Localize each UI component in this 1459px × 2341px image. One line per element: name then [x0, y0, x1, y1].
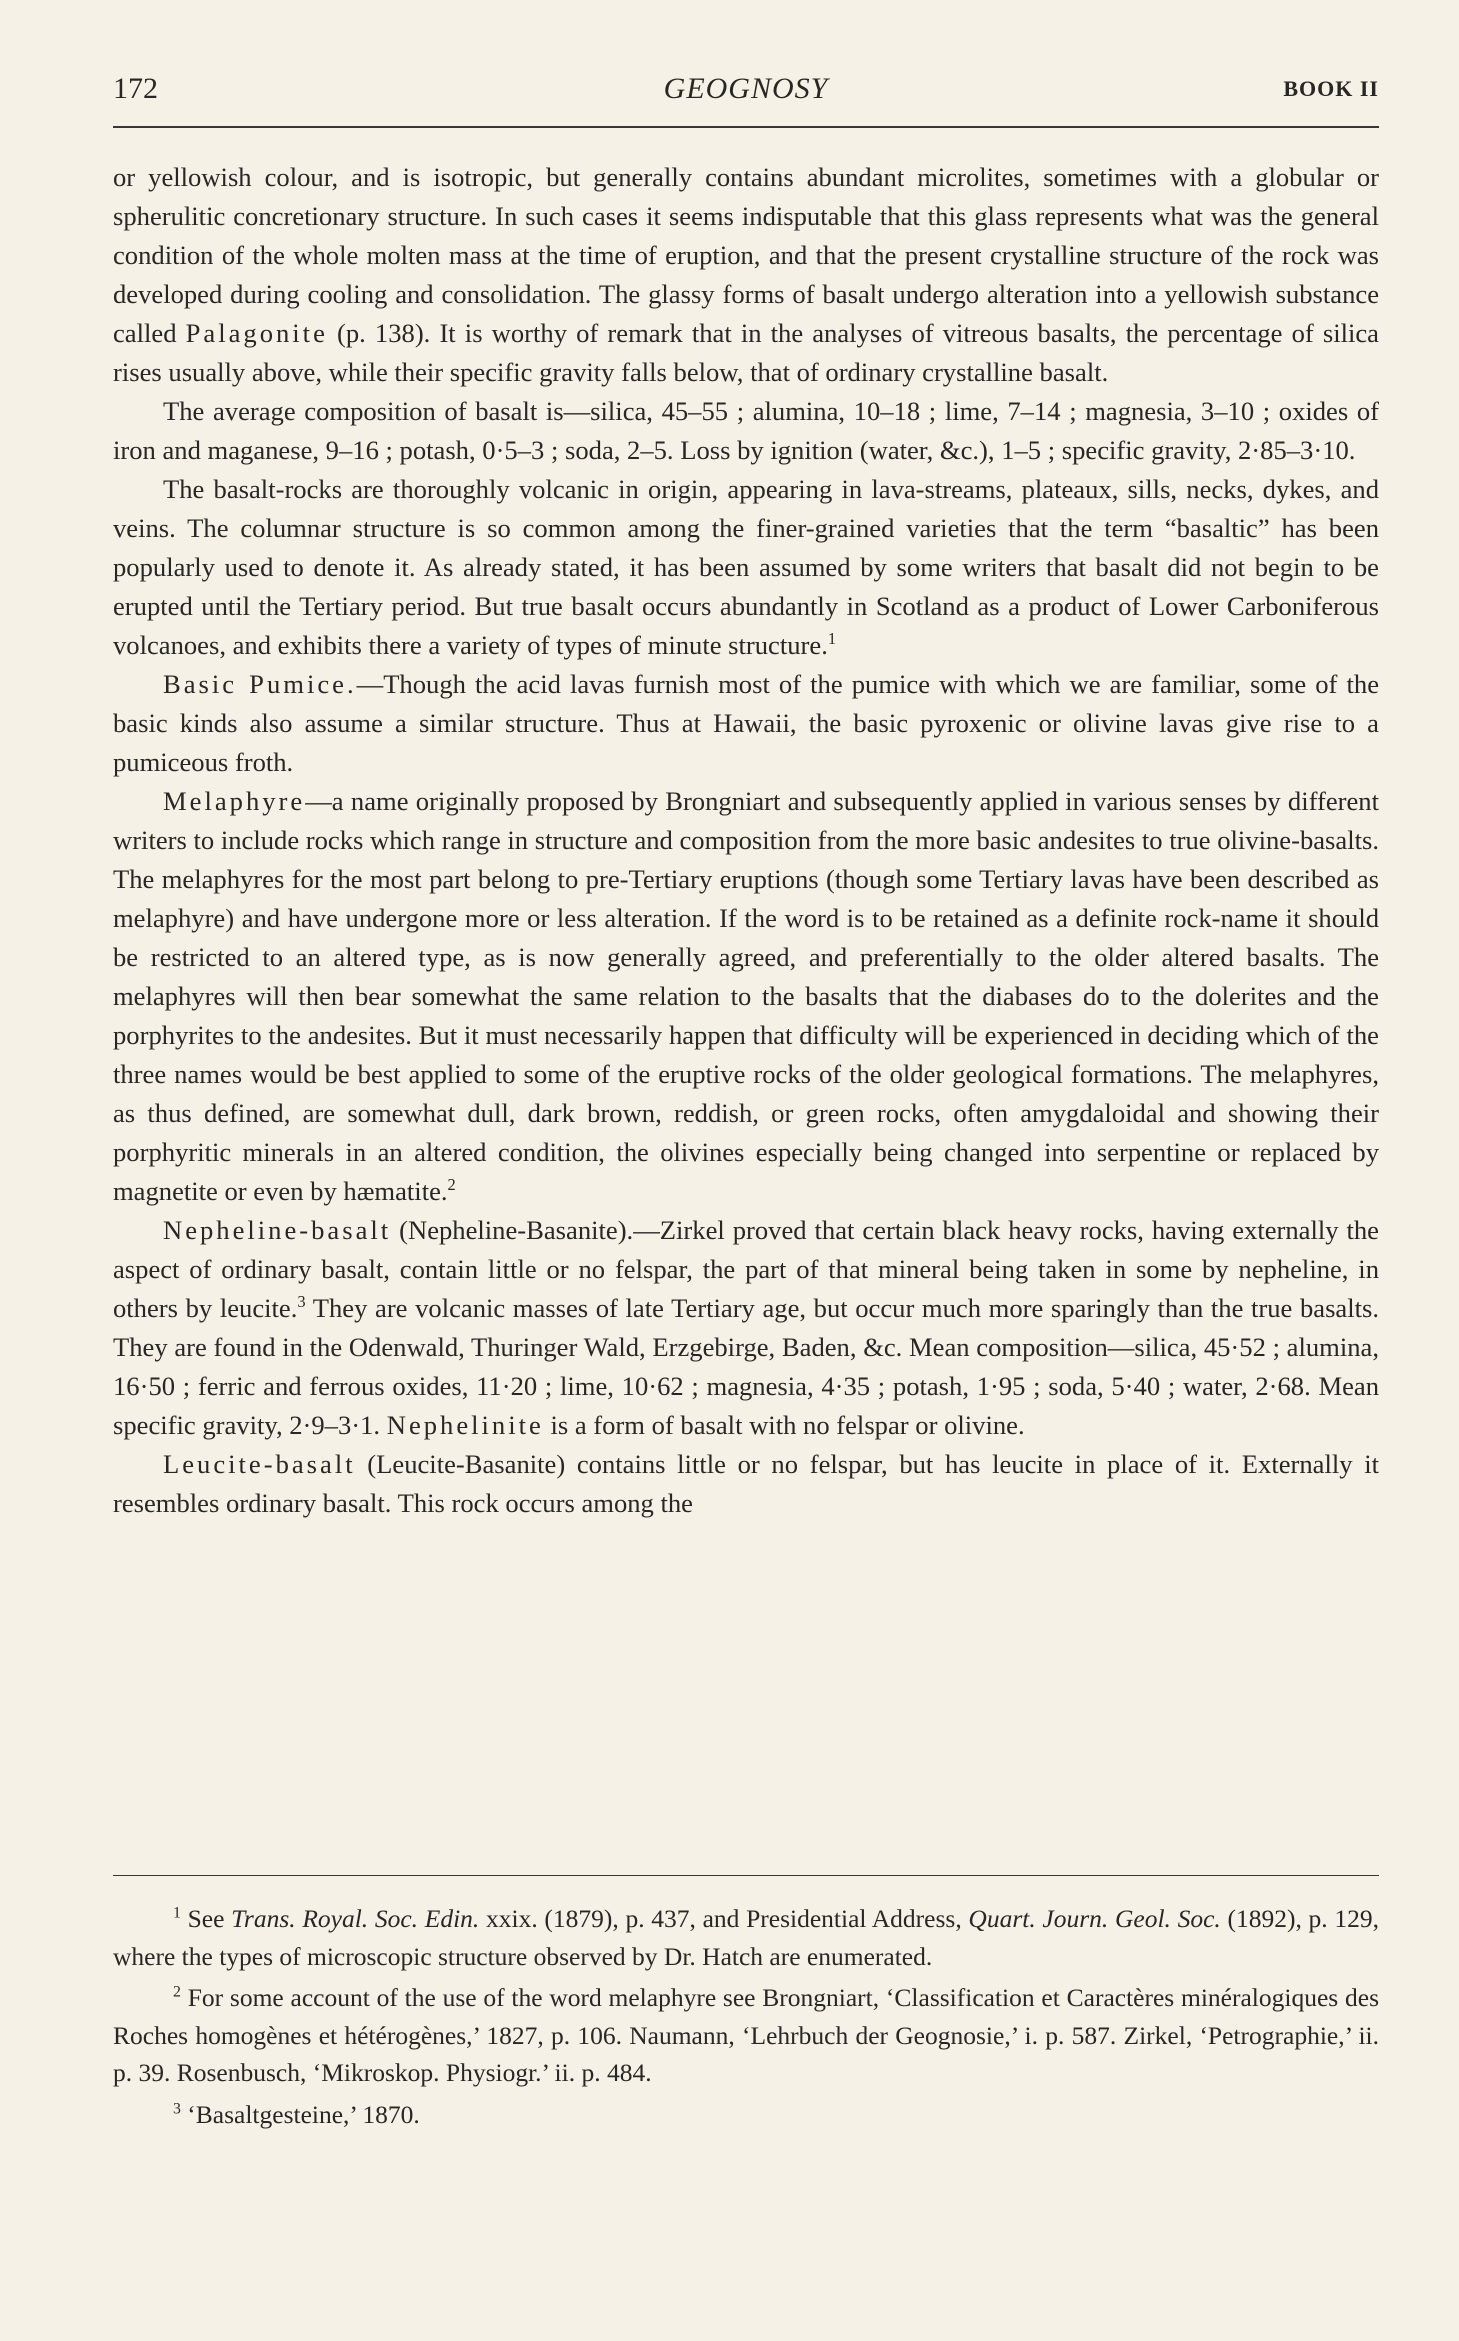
footnote-ref-2[interactable]: 2	[447, 1175, 456, 1195]
paragraph-composition: The average composition of basalt is—silica, 45–55 ; alumina, 10–18 ; lime, 7–14 ; magnesia, 3–10 ; oxides of iron and maganese, 9–16 ; potash, 0·5–3 ; soda, 2–5. Loss by ignition (water, &c.), 1–5 ; specific gravity, 2·85–3·10.	[113, 396, 1379, 465]
footnotes	[113, 1900, 1379, 2137]
term-basic-pumice: Basic Pumice.	[163, 669, 357, 699]
paragraph-melaphyre: Melaphyre—a name originally proposed by Brongniart and subsequently applied in various senses by different writers to include rocks which range in structure and composition from the more basic andesites to true olivine-basalts. The melaphyres for the most part belong to pre-Tertiary eruptions (though some Tertiary lavas have been described as melaphyre) and have undergone more or less alteration. If the word is to be retained as a definite rock-name it should be restricted to an altered type, as is now generally agreed, and preferentially to the older altered basalts. The melaphyres will then bear somewhat the same relation to the basalts that the diabases do to the dolerites and the porphyrites to the andesites. But it must necessarily happen that difficulty will be experienced in deciding which of the three names would be best applied to some of the eruptive rocks of the older geological formations. The melaphyres, as thus defined, are somewhat dull, dark brown, reddish, or green rocks, often amygdaloidal and showing their porphyritic minerals in an altered condition, the olivines especially being changed into serpentine or replaced by magnetite or even by hæmatite.$^2$	[113, 786, 1379, 1206]
footnote-ref-1[interactable]: 1	[827, 629, 837, 649]
footnote-1: $^1$ See Trans. Royal. Soc. Edin. xxix. (1879), p. 437, and Presidential Address, Quart. Journ. Geol. Soc. (1892), p. 129, where the types of microscopic structure observed by Dr. Hatch are enumerated.	[113, 1904, 1380, 1971]
footnote-3: $^3$ ‘Basaltgesteine,’ 1870.	[173, 2099, 420, 2129]
header-rule	[113, 126, 1379, 128]
running-title: GEOGNOSY	[663, 72, 829, 105]
paragraph-leucite-basalt: Leucite-basalt (Leucite-Basanite) contains little or no felspar, but has leucite in place of it. Externally it resembles ordinary basalt. This rock occurs among the	[113, 1449, 1379, 1518]
term-palagonite: Palagonite	[185, 318, 328, 348]
book-label: BOOK II	[1283, 76, 1379, 101]
term-leucite-basalt: Leucite-basalt	[163, 1449, 356, 1479]
body-text	[113, 158, 1379, 1523]
term-nephelinite: Nephelinite	[386, 1410, 544, 1440]
page-number: 172	[113, 72, 158, 105]
running-header	[113, 72, 1379, 120]
paragraph-nepheline-basalt: Nepheline-basalt (Nepheline-Basanite).—Zirkel proved that certain black heavy rocks, having externally the aspect of ordinary basalt, contain little or no felspar, the part of that mineral being taken in some by nepheline, in others by leucite.$^3$ They are volcanic masses of late Tertiary age, but occur much more sparingly than the true basalts. They are found in the Odenwald, Thuringer Wald, Erzgebirge, Baden, &c. Mean composition—silica, 45·52 ; alumina, 16·50 ; ferric and ferrous oxides, 11·20 ; lime, 10·62 ; magnesia, 4·35 ; potash, 1·95 ; soda, 5·40 ; water, 2·68. Mean specific gravity, 2·9–3·1. Nephelinite is a form of basalt with no felspar or olivine.	[113, 1215, 1380, 1440]
term-melaphyre: Melaphyre	[163, 786, 306, 816]
footnote-ref-3[interactable]: 3	[297, 1292, 306, 1312]
footnote-2: $^2$ For some account of the use of the word melaphyre see Brongniart, ‘Classification et Caractères minéralogiques des Roches homogènes et hétérogènes,’ 1827, p. 106. Naumann, ‘Lehrbuch der Geognosie,’ i. p. 587. Zirkel, ‘Petrographie,’ ii. p. 39. Rosenbusch, ‘Mikroskop. Physiogr.’ ii. p. 484.	[113, 1983, 1379, 2087]
paragraph-glassy-basalt: or yellowish colour, and is isotropic, but generally contains abundant microlites, sometimes with a globular or spherulitic concretionary structure. In such cases it seems indisputable that this glass represents what was the general condition of the whole molten mass at the time of eruption, and that the present crystalline structure of the rock was developed during cooling and consolidation. The glassy forms of basalt undergo alteration into a yellowish substance called Palagonite (p. 138). It is worthy of remark that in the analyses of vitreous basalts, the percentage of silica rises usually above, while their specific gravity falls below, that of ordinary crystalline basalt.	[113, 162, 1379, 387]
footnote-rule	[113, 1875, 1379, 1876]
term-nepheline-basalt: Nepheline-basalt	[163, 1215, 392, 1245]
paragraph-basic-pumice: Basic Pumice.—Though the acid lavas furnish most of the pumice with which we are familiar, some of the basic kinds also assume a similar structure. Thus at Hawaii, the basic pyroxenic or olivine lavas give rise to a pumiceous froth.	[113, 669, 1379, 777]
paragraph-volcanic-origin: The basalt-rocks are thoroughly volcanic in origin, appearing in lava-streams, plateaux, sills, necks, dykes, and veins. The columnar structure is so common among the finer-grained varieties that the term “basaltic” has been popularly used to denote it. As already stated, it has been assumed by some writers that basalt did not begin to be erupted until the Tertiary period. But true basalt occurs abundantly in Scotland as a product of Lower Carboniferous volcanoes, and exhibits there a variety of types of minute structure.$^1$	[113, 474, 1379, 660]
